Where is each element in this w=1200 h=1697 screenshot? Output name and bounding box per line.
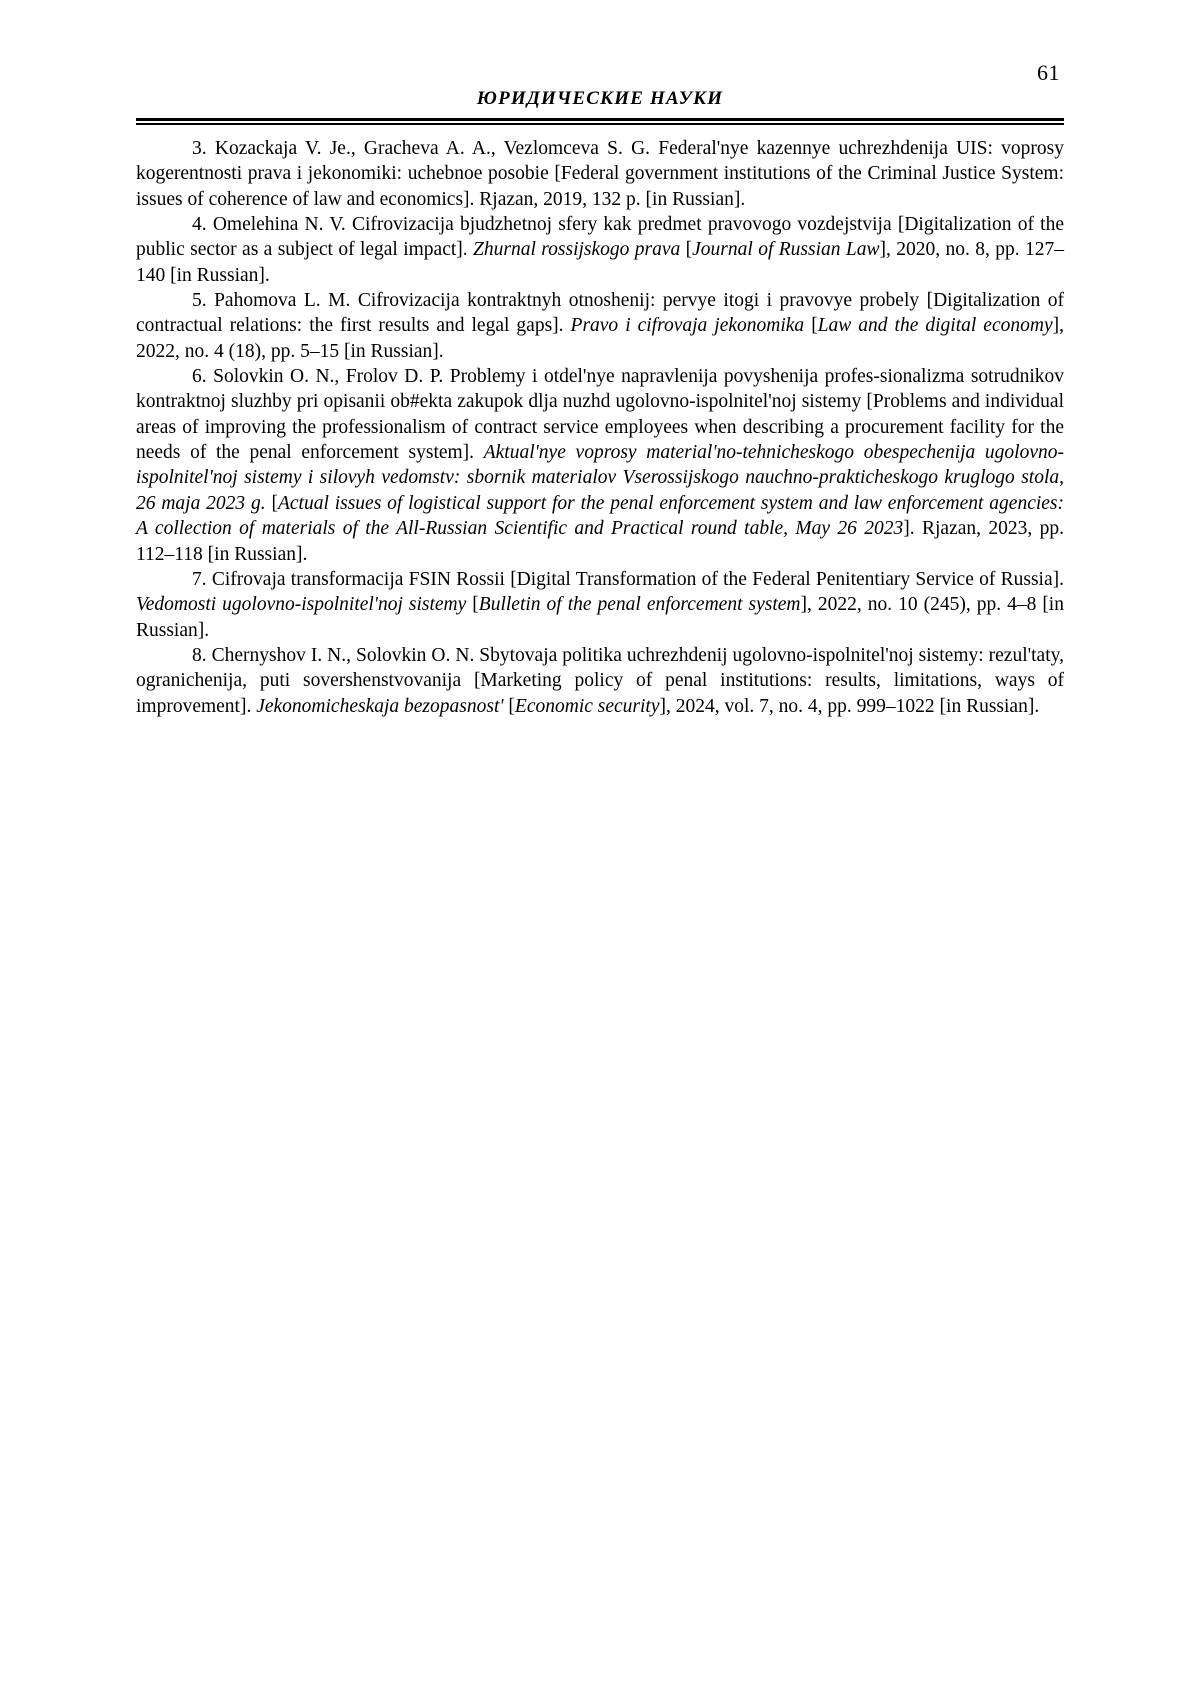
reference-source-title: Vedomosti ugolovno-ispolnitel'noj sistemy bbox=[136, 594, 473, 616]
reference-source-title: Law and the digital economy bbox=[817, 315, 1053, 337]
reference-source-title: Aktual'nye voprosy material'no-tehnicheskogo obespechenija ugolovno-ispolnitel'noj sistemy i silovyh vedomstv: sbornik materialov Vserossijskogo nauchno-prakticheskogo kruglogo stola, 26 maja 2023 g. bbox=[136, 442, 1064, 514]
reference-list bbox=[136, 136, 1064, 719]
reference-text: [ bbox=[271, 492, 278, 514]
header-divider bbox=[136, 118, 1064, 125]
reference-source-title: Bulletin of the penal enforcement system bbox=[478, 594, 801, 616]
running-head: ЮРИДИЧЕСКИЕ НАУКИ bbox=[476, 88, 724, 109]
reference-text: 7. Cifrovaja transformacija FSIN Rossii [Digital Transformation of the Federal Penitentiary Service of Russia]. bbox=[192, 568, 1064, 590]
reference-source-title: Journal of Russian Law bbox=[692, 239, 880, 261]
reference-text: 4. Omelehina N. V. Cifrovizacija bjudzhetnoj sfery kak predmet pravovogo vozdejstvija [Digitalization of the public sector as a subject of legal impact]. bbox=[136, 214, 1064, 261]
reference-entry bbox=[136, 212, 1064, 288]
reference-entry bbox=[136, 136, 1064, 212]
reference-source-title: Pravo i cifrovaja jekonomika bbox=[570, 315, 812, 337]
reference-text: [ bbox=[811, 315, 818, 337]
reference-source-title: Actual issues of logistical support for the penal enforcement system and law enforcement agencies: A collection of materials of the All-Russian Scientific and Practical round table, May 26 2023 bbox=[136, 492, 1064, 540]
reference-entry bbox=[136, 364, 1064, 567]
reference-entry bbox=[136, 288, 1064, 364]
reference-text: 8. Chernyshov I. N., Solovkin O. N. Sbytovaja politika uchrezhdenij ugolovno-ispolnitel'noj sistemy: rezul'taty, ogranichenija, puti sovershenstvovanija [Marketing policy of penal institutions: results, limitations, ways of improvement]. bbox=[136, 644, 1064, 717]
reference-entry bbox=[136, 643, 1064, 719]
reference-text: 6. Solovkin O. N., Frolov D. P. Problemy i otdel'nye napravlenija povyshenija profes-sionalizma sotrudnikov kontraktnoj sluzhby pri opisanii ob#ekta zakupok dlja nuzhd ugolovno-ispolnitel'noj sistemy [Problems and individual areas of improving the professionalism of contract service employees when describing a procurement facility for the needs of the penal enforcement system]. bbox=[136, 366, 1064, 464]
reference-text: [ bbox=[508, 695, 515, 717]
reference-text: 3. Kozackaja V. Je., Gracheva A. A., Vezlomceva S. G. Federal'nye kazennye uchrezhdenija UIS: voprosy kogerentnosti prava i jekonomiki: uchebnoe posobie [Federal government institutions of the Criminal Justice System: issues of coherence of law and economics]. Rjazan, 2019, 132 p. [in Russian]. bbox=[136, 138, 1064, 210]
reference-text: ]. Rjazan, 2023, pp. 112–118 [in Russian]. bbox=[136, 518, 1064, 565]
reference-text: [ bbox=[472, 594, 479, 616]
reference-source-title: Jekonomicheskaja bezopasnost' bbox=[256, 695, 509, 717]
page-number: 61 bbox=[1037, 60, 1060, 85]
reference-source-title: Zhurnal rossijskogo prava bbox=[473, 239, 686, 261]
reference-entry bbox=[136, 567, 1064, 643]
reference-text: [ bbox=[685, 239, 693, 261]
divider-line-thin bbox=[136, 123, 1064, 125]
reference-text: 5. Pahomova L. M. Cifrovizacija kontraktnyh otnoshenij: pervye itogi i pravovye probely [Digitalization of contractual relations: the first results and legal gaps]. bbox=[136, 290, 1064, 337]
reference-text: ], 2024, vol. 7, no. 4, pp. 999–1022 [in Russian]. bbox=[659, 695, 1040, 717]
reference-text: ], 2020, no. 8, pp. 127–140 [in Russian]. bbox=[136, 239, 1064, 286]
reference-text: ], 2022, no. 4 (18), pp. 5–15 [in Russian]. bbox=[136, 315, 1064, 362]
reference-text: ], 2022, no. 10 (245), pp. 4–8 [in Russian]. bbox=[136, 594, 1064, 641]
reference-source-title: Economic security bbox=[514, 695, 660, 717]
